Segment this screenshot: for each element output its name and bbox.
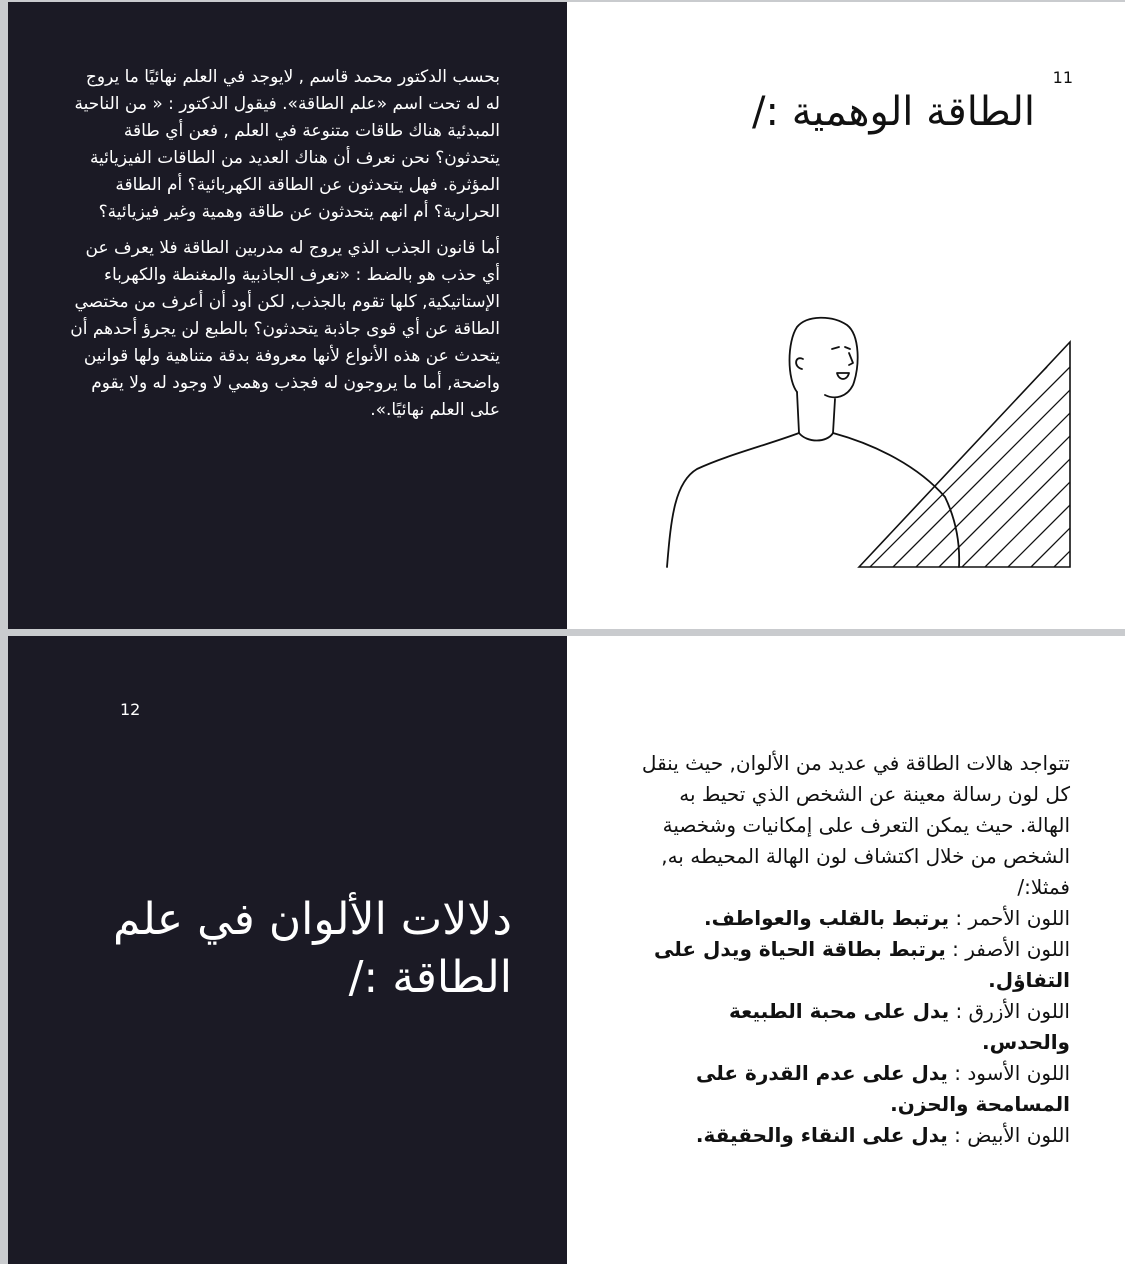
page-title: الطاقة الوهمية :/	[752, 89, 1035, 135]
color-item: اللون الأصفر : يرتبط بطاقة الحياة ويدل على التفاؤل.	[654, 937, 1070, 992]
page-light-right	[567, 2, 1125, 629]
intro-paragraph: تتواجد هالات الطاقة في عديد من الألوان, حيث ينقل كل لون رسالة معينة عن الشخص الذي تحيط به الهالة. حيث يمكن التعرف على إمكانيات وشخصية الشخص من خلال اكتشاف لون الهالة المحيطه به, فمثلا:/	[641, 751, 1070, 899]
page-light-right	[567, 636, 1125, 1264]
color-item: اللون الأحمر : يرتبط بالقلب والعواطف.	[704, 906, 1070, 930]
spread-pages-11	[8, 2, 1125, 629]
page-dark-left	[8, 636, 567, 1264]
page-title: دلالات الألوان في علم الطاقة :/	[113, 894, 512, 1003]
person-with-hatched-triangle-icon	[657, 307, 1087, 577]
color-meanings-text	[640, 748, 1070, 1151]
color-item: اللون الأسود : يدل على عدم القدرة على المسامحة والحزن.	[696, 1061, 1070, 1116]
paragraph-2: أما قانون الجذب الذي يروج له مدربين الطاقة فلا يعرف عن أي حذب هو بالضط : «نعرف الجاذبية والمغنطة والكهرباء الإستاتيكية, كلها تقوم بالجذب, لكن أود أن أعرف من مختصي الطاقة عن أي قوى جاذبة يتحدثون؟ بالطبع لن يجرؤ أحدهم أن يتحدث عن هذه الأنواع لأنها معروفة بدقة متناهية ولها قوانين واضحة, أما ما يروجون له فجذب وهمي لا وجود له ولا يقوم على العلم نهائيًا.».	[70, 238, 500, 420]
page-number: 12	[120, 700, 141, 719]
page-dark-left	[8, 2, 567, 629]
paragraph-1: بحسب الدكتور محمد قاسم , لايوجد في العلم نهائيًا ما يروج له له تحت اسم «علم الطاقة». فيقول الدكتور : « من الناحية المبدئية هناك طاقات متنوعة في العلم , فعن أي طاقة يتحدثون؟ نحن نعرف أن هناك العديد من الطاقات الفيزيائية المؤثرة. فهل يتحدثون عن الطاقة الكهربائية؟ أم الطاقة الحرارية؟ أم انهم يتحدثون عن طاقة وهمية وغير فيزيائية؟	[74, 67, 500, 222]
color-item: اللون الأزرق : يدل على محبة الطبيعة والحدس.	[729, 999, 1070, 1054]
color-item: اللون الأبيض : يدل على النقاء والحقيقة.	[695, 1123, 1070, 1147]
body-text	[70, 64, 500, 433]
spread-pages-12	[8, 636, 1125, 1264]
page-number: 11	[1052, 68, 1073, 87]
